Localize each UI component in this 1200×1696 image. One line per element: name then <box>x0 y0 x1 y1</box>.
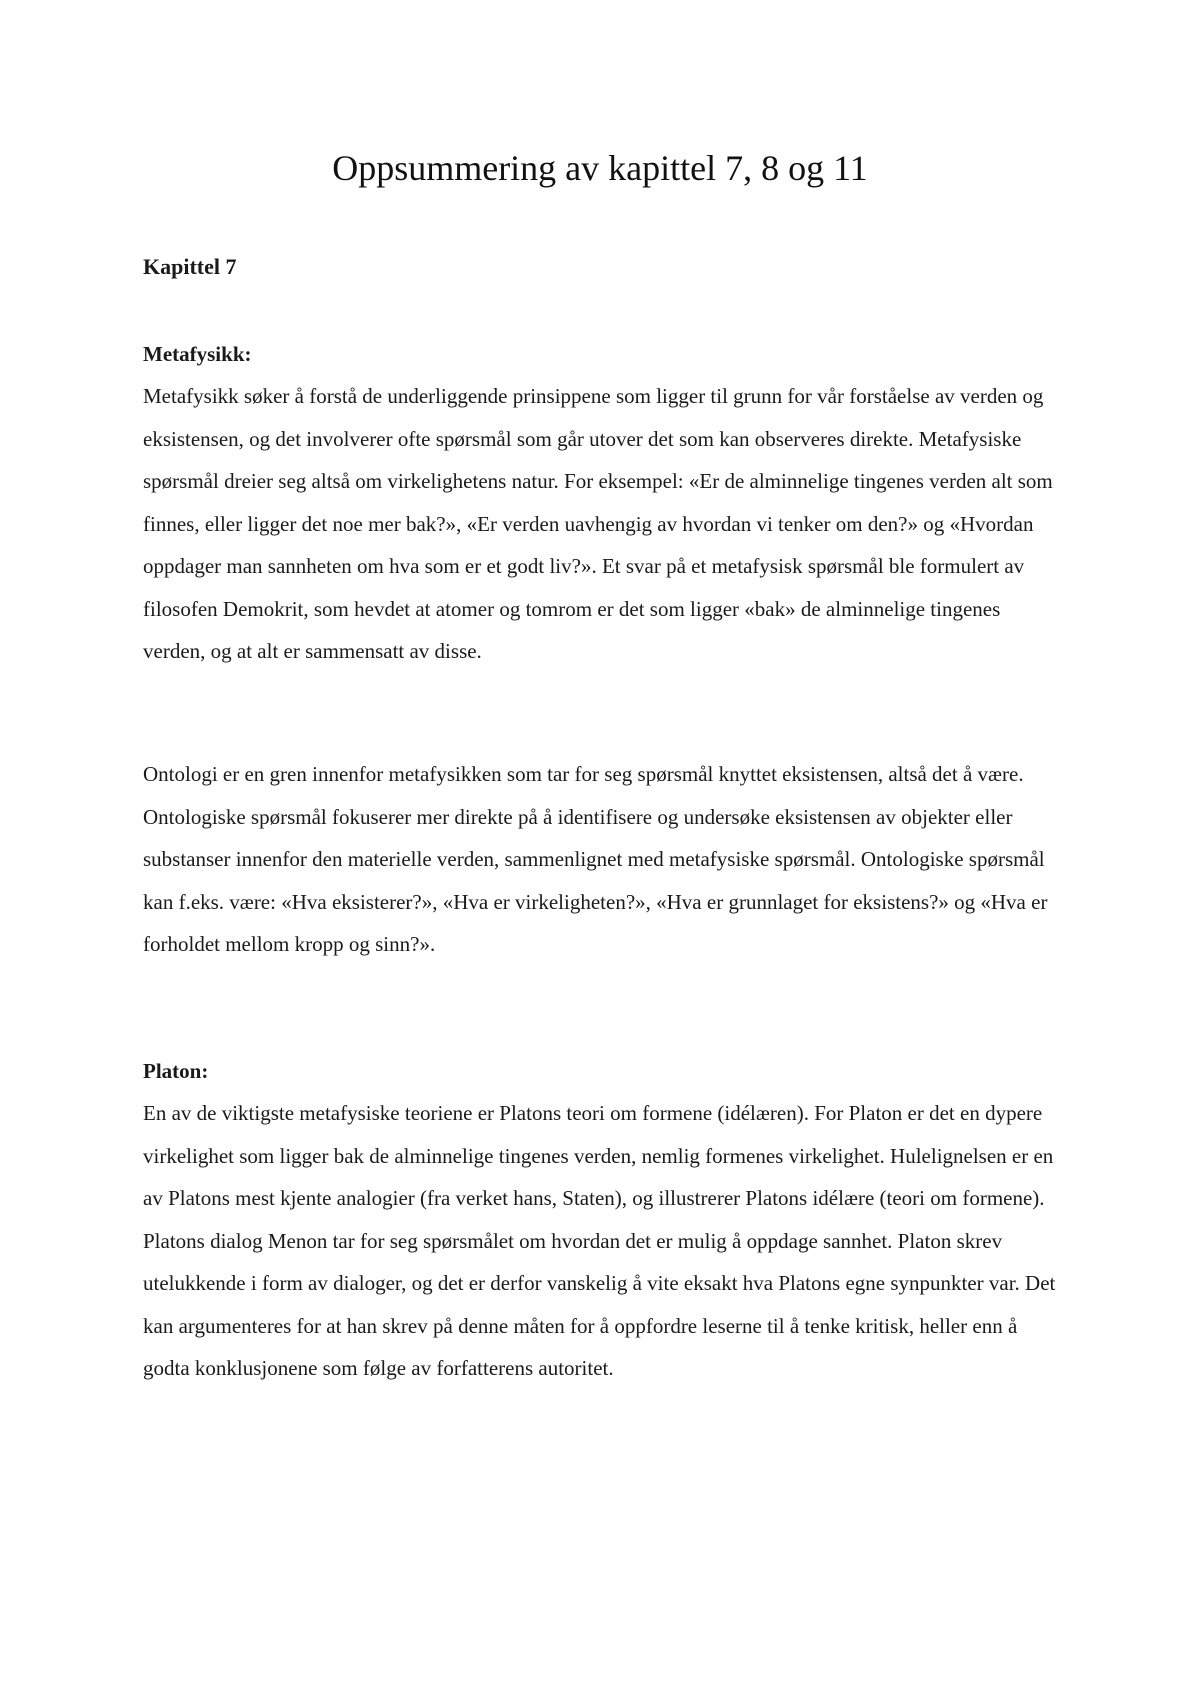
section-metafysikk <box>143 333 1063 673</box>
paragraph-ontologi: Ontologi er en gren innenfor metafysikken som tar for seg spørsmål knyttet eksistensen, altså det å være. Ontologiske spørsmål fokuserer mer direkte på å identifisere og undersøke eksistensen av objekter eller substanser innenfor den materielle verden, sammenlignet med metafysiske spørsmål. Ontologiske spørsmål kan f.eks. være: «Hva eksisterer?», «Hva er virkeligheten?», «Hva er grunnlaget for eksistens?» og «Hva er forholdet mellom kropp og sinn?». <box>143 762 1048 956</box>
section-platon <box>143 1050 1063 1390</box>
paragraph-metafysikk: Metafysikk søker å forstå de underliggende prinsippene som ligger til grunn for vår forståelse av verden og eksistensen, og det involverer ofte spørsmål som går utover det som kan observeres direkte. Metafysiske spørsmål dreier seg altså om virkelighetens natur. For eksempel: «Er de alminnelige tingenes verden alt som finnes, eller ligger det noe mer bak?», «Er verden uavhengig av hvordan vi tenker om den?» og «Hvordan oppdager man sannheten om hva som er et godt liv?». Et svar på et metafysisk spørsmål ble formulert av filosofen Demokrit, som hevdet at atomer og tomrom er det som ligger «bak» de alminnelige tingenes verden, og at alt er sammensatt av disse. <box>143 384 1053 663</box>
document-title: Oppsummering av kapittel 7, 8 og 11 <box>332 148 868 188</box>
paragraph-platon: En av de viktigste metafysiske teoriene er Platons teori om formene (idélæren). For Platon er det en dypere virkelighet som ligger bak de alminnelige tingenes verden, nemlig formenes virkelighet. Hulelignelsen er en av Platons mest kjente analogier (fra verket hans, Staten), og illustrerer Platons idélære (teori om formene). Platons dialog Menon tar for seg spørsmålet om hvordan det er mulig å oppdage sannhet. Platon skrev utelukkende i form av dialoger, og det er derfor vanskelig å vite eksakt hva Platons egne synpunkter var. Det kan argumenteres for at han skrev på denne måten for å oppfordre leserne til å tenke kritisk, heller enn å godta konklusjonene som følge av forfatterens autoritet. <box>143 1101 1056 1380</box>
chapter-heading: Kapittel 7 <box>143 254 237 279</box>
section-heading-platon: Platon: <box>143 1059 209 1083</box>
section-ontologi <box>143 753 1063 966</box>
section-heading-metafysikk: Metafysikk: <box>143 342 252 366</box>
